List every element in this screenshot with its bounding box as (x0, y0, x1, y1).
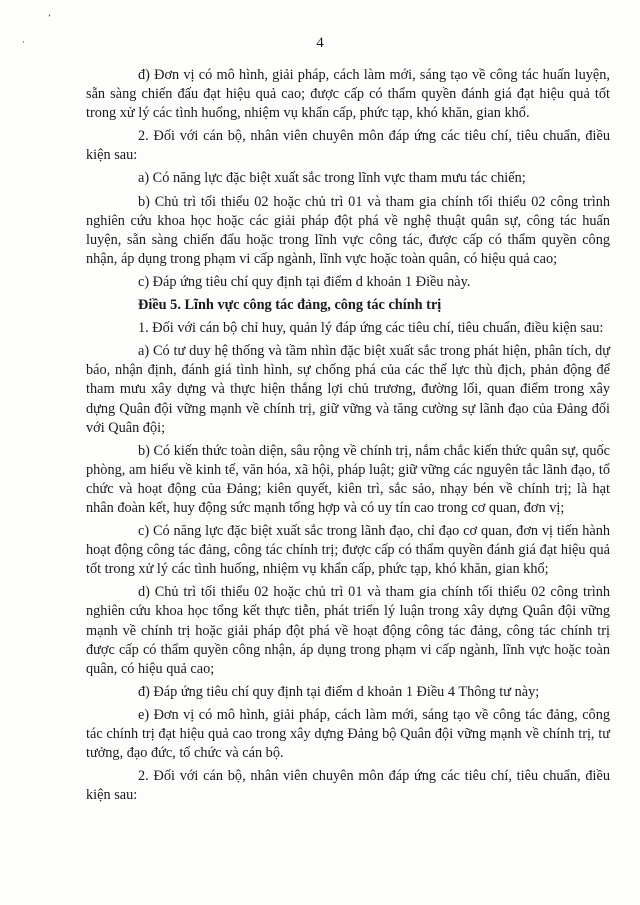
paragraph-item-c: c) Có năng lực đặc biệt xuất sắc trong lãnh đạo, chỉ đạo cơ quan, đơn vị tiến hành hoạt động công tác đảng, công tác chính trị; được cấp có thẩm quyền đánh giá đạt hiệu quả tốt trong xử lý các tình huống, nhiệm vụ khẩn cấp, phức tạp, khó khăn, gian khổ; (86, 523, 610, 578)
document-body (86, 66, 610, 809)
article-heading: Điều 5. Lĩnh vực công tác đảng, công tác chính trị (138, 297, 442, 314)
paragraph-item-c: c) Đáp ứng tiêu chí quy định tại điểm d khoản 1 Điều này. (138, 273, 471, 290)
paragraph-item-dd: đ) Đáp ứng tiêu chí quy định tại điểm d khoản 1 Điều 4 Thông tư này; (138, 683, 540, 700)
paragraph-item-d: d) Chủ trì tối thiểu 02 hoặc chủ trì 01 và tham gia chính tối thiểu 02 công trình nghiên cứu khoa học tổng kết thực tiễn, phát triển lý luận trong xây dựng Quân đội vững mạnh về chính trị hoặc giải pháp đột phá về hoạt động công tác đảng, công tác chính trị được cấp có thẩm quyền công nhận, áp dụng trong phạm vi cấp ngành, lĩnh vực hoặc toàn quân, có hiệu quả cao; (86, 584, 610, 677)
paragraph-item-d: đ) Đơn vị có mô hình, giải pháp, cách làm mới, sáng tạo về công tác huấn luyện, sẵn sàng chiến đấu đạt hiệu quả cao; được cấp có thẩm quyền đánh giá đạt hiệu quả tốt trong xử lý các tình huống, nhiệm vụ khẩn cấp, phức tạp, khó khăn, gian khổ. (86, 67, 610, 122)
paragraph-item-b: b) Chủ trì tối thiểu 02 hoặc chủ trì 01 và tham gia chính tối thiểu 02 công trình nghiên cứu khoa học hoặc các giải pháp đột phá về nghệ thuật quân sự, công tác huấn luyện, sẵn sàng chiến đấu hoặc trong lĩnh vực công tác, được cấp có thẩm quyền công nhận, áp dụng trong phạm vi cấp ngành, lĩnh vực hoặc toàn quân, có hiệu quả cao; (86, 193, 610, 267)
paragraph-item-a: a) Có tư duy hệ thống và tầm nhìn đặc biệt xuất sắc trong phát hiện, phân tích, dự báo, nhận định, đánh giá tình hình, sự chống phá của các thế lực thù địch, phản động để tham mưu xây dựng và thực hiện thắng lợi chủ trương, đường lối, quan điểm trong xây dựng Quân đội vững mạnh về chính trị, giữ vững và tăng cường sự lãnh đạo của Đảng đối với Quân đội; (86, 343, 610, 436)
paragraph-item-a: a) Có năng lực đặc biệt xuất sắc trong lĩnh vực tham mưu tác chiến; (138, 170, 526, 187)
paragraph-clause-2: 2. Đối với cán bộ, nhân viên chuyên môn đáp ứng các tiêu chí, tiêu chuẩn, điều kiện sau: (86, 768, 610, 804)
paragraph-item-e: e) Đơn vị có mô hình, giải pháp, cách làm mới, sáng tạo về công tác đảng, công tác chính trị đạt hiệu quả cao trong xây dựng Đảng bộ Quân đội vững mạnh về chính trị, tư tưởng, đạo đức, tổ chức và cán bộ. (86, 706, 610, 762)
paragraph-clause-2: 2. Đối với cán bộ, nhân viên chuyên môn đáp ứng các tiêu chí, tiêu chuẩn, điều kiện sau: (86, 128, 610, 164)
paragraph-clause-1: 1. Đối với cán bộ chỉ huy, quản lý đáp ứng các tiêu chí, tiêu chuẩn, điều kiện sau: (138, 320, 604, 337)
paragraph-item-b: b) Có kiến thức toàn diện, sâu rộng về chính trị, nắm chắc kiến thức quân sự, quốc phòng, am hiểu về kinh tế, văn hóa, xã hội, pháp luật; giữ vững các nguyên tắc lãnh đạo, tổ chức và hoạt động của Đảng; kiên quyết, kiên trì, sắc sảo, nhạy bén về chính trị; là hạt nhân đoàn kết, huy động sức mạnh tổng hợp và có uy tín cao trong cơ quan, đơn vị; (86, 442, 610, 516)
page-number: 4 (316, 35, 324, 51)
scan-speck: ٬ (48, 13, 51, 23)
scan-speck: · (22, 37, 25, 47)
